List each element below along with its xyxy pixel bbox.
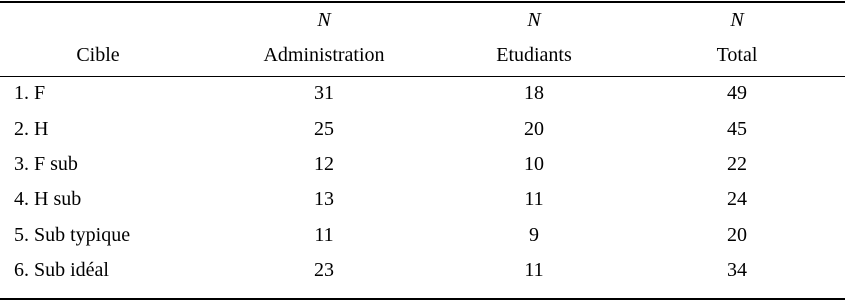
row-1-total: 49 <box>727 82 747 104</box>
table-top-rule <box>0 1 845 3</box>
header-cible: Cible <box>76 44 120 66</box>
row-5-admin: 11 <box>314 224 334 246</box>
row-2-total: 45 <box>727 118 747 140</box>
row-6-admin: 23 <box>314 259 334 281</box>
row-4-etudiants: 11 <box>524 188 544 210</box>
header-administration: Administration <box>263 44 385 66</box>
row-4-cible: 4. H sub <box>14 188 82 210</box>
row-5-cible: 5. Sub typique <box>14 224 131 246</box>
header-etudiants: Etudiants <box>496 44 572 66</box>
row-6-etudiants: 11 <box>524 259 544 281</box>
header-total: Total <box>716 44 758 66</box>
header-n-etudiants: N <box>527 9 541 31</box>
header-n-total: N <box>730 9 744 31</box>
row-2-admin: 25 <box>314 118 334 140</box>
header-n-admin: N <box>317 9 331 31</box>
table-header-rule <box>0 76 845 77</box>
row-5-etudiants: 9 <box>529 224 539 246</box>
row-3-etudiants: 10 <box>524 153 544 175</box>
row-6-cible: 6. Sub idéal <box>14 259 109 281</box>
row-2-etudiants: 20 <box>524 118 544 140</box>
row-6-total: 34 <box>727 259 747 281</box>
row-4-total: 24 <box>727 188 747 210</box>
row-1-etudiants: 18 <box>524 82 544 104</box>
row-3-admin: 12 <box>314 153 334 175</box>
row-4-admin: 13 <box>314 188 334 210</box>
row-1-cible: 1. F <box>14 82 46 104</box>
row-5-total: 20 <box>727 224 747 246</box>
row-3-cible: 3. F sub <box>14 153 78 175</box>
row-1-admin: 31 <box>314 82 334 104</box>
row-2-cible: 2. H <box>14 118 49 140</box>
row-3-total: 22 <box>727 153 747 175</box>
